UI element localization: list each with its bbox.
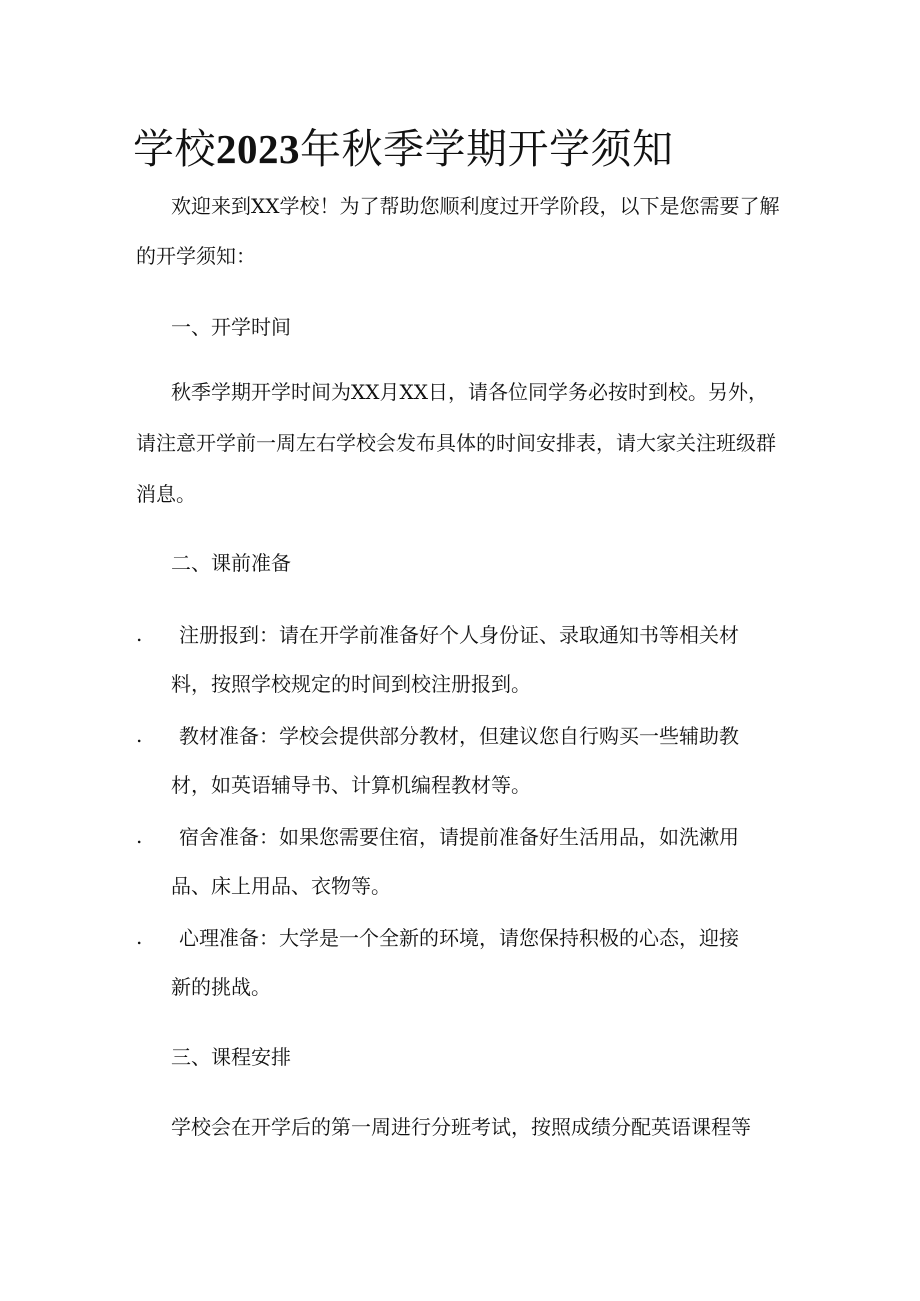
list-item-dorm-line-2: 品、床上用品、衣物等。: [171, 874, 391, 898]
section-heading-courses: 三、课程安排: [171, 1045, 291, 1069]
list-item-textbook-line-1: 教材准备：学校会提供部分教材，但建议您自行购买一些辅助教: [179, 724, 739, 748]
list-item-textbook-line-2: 材，如英语辅导书、计算机编程教材等。: [171, 773, 531, 797]
section-time-line-2: 请注意开学前一周左右学校会发布具体的时间安排表，请大家关注班级群: [136, 431, 776, 455]
list-item-mental-line-1: 心理准备：大学是一个全新的环境，请您保持积极的心态，迎接: [179, 926, 739, 950]
list-item-mental-line-2: 新的挑战。: [171, 975, 271, 999]
section-courses-line-1: 学校会在开学后的第一周进行分班考试，按照成绩分配英语课程等: [171, 1115, 751, 1139]
list-item-dorm-line-1: 宿舍准备：如果您需要住宿，请提前准备好生活用品，如洗漱用: [179, 825, 739, 849]
page-title: [133, 122, 674, 176]
list-bullet: .: [136, 622, 143, 646]
list-item-registration-line-1: 注册报到：请在开学前准备好个人身份证、录取通知书等相关材: [179, 623, 739, 647]
list-item-registration-line-2: 料，按照学校规定的时间到校注册报到。: [171, 672, 531, 696]
section-heading-prep: 二、课前准备: [171, 551, 291, 575]
title-year: 2023: [216, 126, 300, 172]
section-time-line-3: 消息。: [136, 482, 196, 506]
intro-line-2: 的开学须知：: [136, 244, 256, 268]
list-bullet: .: [136, 723, 143, 747]
title-prefix: 学校: [133, 125, 216, 173]
title-suffix: 年秋季学期开学须知: [300, 125, 674, 173]
section-time-line-1: 秋季学期开学时间为XX月XX日，请各位同学务必按时到校。另外，: [171, 380, 768, 404]
list-bullet: .: [136, 925, 143, 949]
section-heading-time: 一、开学时间: [171, 315, 291, 339]
intro-line-1: 欢迎来到XX学校！为了帮助您顺利度过开学阶段，以下是您需要了解: [171, 194, 780, 218]
list-bullet: .: [136, 824, 143, 848]
